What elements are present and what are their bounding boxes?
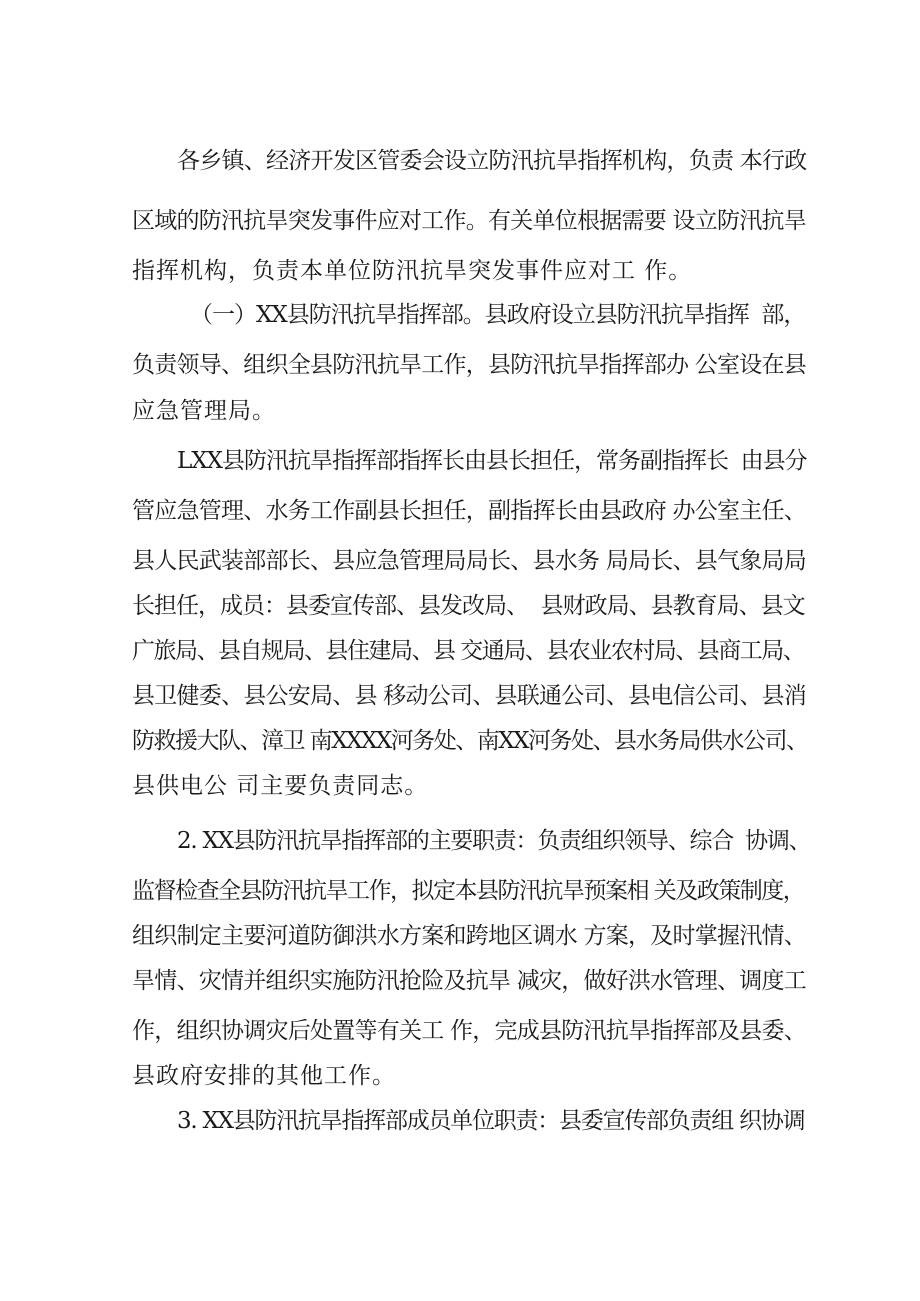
paragraph-2-line-2: 负责领导、组织全县防汛抗旱工作，县防汛抗旱指挥部办 公室设在县 [132,352,807,378]
paragraph-4-line-3: 组织制定主要河道防御洪水方案和跨地区调水 方案，及时掌握汛情、 [132,923,807,949]
paragraph-3-line-3: 县人民武装部部长、县应急管理局局长、县水务 局局长、县气象局局 [132,548,807,574]
paragraph-4-line-6: 县政府安排的其他工作。 [132,1063,396,1089]
paragraph-3-line-4: 长担任，成员：县委宣传部、县发改局、 县财政局、县教育局、县文 [132,593,805,619]
paragraph-4-line-5: 作，组织协调灾后处置等有关工 作，完成县防汛抗旱指挥部及县委、 [132,1018,807,1044]
paragraph-3-line-8: 县供电公 司主要负责同志。 [132,773,429,799]
paragraph-1-line-3: 指挥机构，负责本单位防汛抗旱突发事件应对工 作。 [132,258,693,284]
paragraph-3-line-1: LXX县防汛抗旱指挥部指挥长由县长担任，常务副指挥长 由县分 [177,448,807,474]
paragraph-3-line-5: 广旅局、县自规局、县住建局、县 交通局、县农业农村局、县商工局、 [132,638,805,664]
paragraph-2-line-1: （一）XX县防汛抗旱指挥部。县政府设立县防汛抗旱指挥 部， [190,302,806,328]
paragraph-1-line-1: 各乡镇、经济开发区管委会设立防汛抗旱指挥机构，负责 本行政 [177,148,807,174]
paragraph-3-line-7: 防救援大队、漳卫 南XXXX河务处、南XX河务处、县水务局供水公司、 [132,728,808,754]
paragraph-4-line-1: 2. XX县防汛抗旱指挥部的主要职责：负责组织领导、综合 协调、 [177,828,811,854]
paragraph-3-line-6: 县卫健委、县公安局、县 移动公司、县联通公司、县电信公司、县消 [132,683,807,709]
paragraph-4-line-2: 监督检查全县防汛抗旱工作，拟定本县防汛抗旱预案相 关及政策制度， [132,878,805,904]
paragraph-2-line-3: 应急管理局。 [132,398,276,424]
paragraph-5-line-1: 3. XX县防汛抗旱指挥部成员单位职责：县委宣传部负责组 织协调 [177,1108,805,1134]
paragraph-4-line-4: 旱情、灾情并组织实施防汛抢险及抗旱 减灾，做好洪水管理、调度工 [132,968,807,994]
paragraph-3-line-2: 管应急管理、水务工作副县长担任，副指挥长由县政府 办公室主任、 [132,498,807,524]
paragraph-1-line-2: 区域的防汛抗旱突发事件应对工作。有关单位根据需要 设立防汛抗旱 [132,208,807,234]
